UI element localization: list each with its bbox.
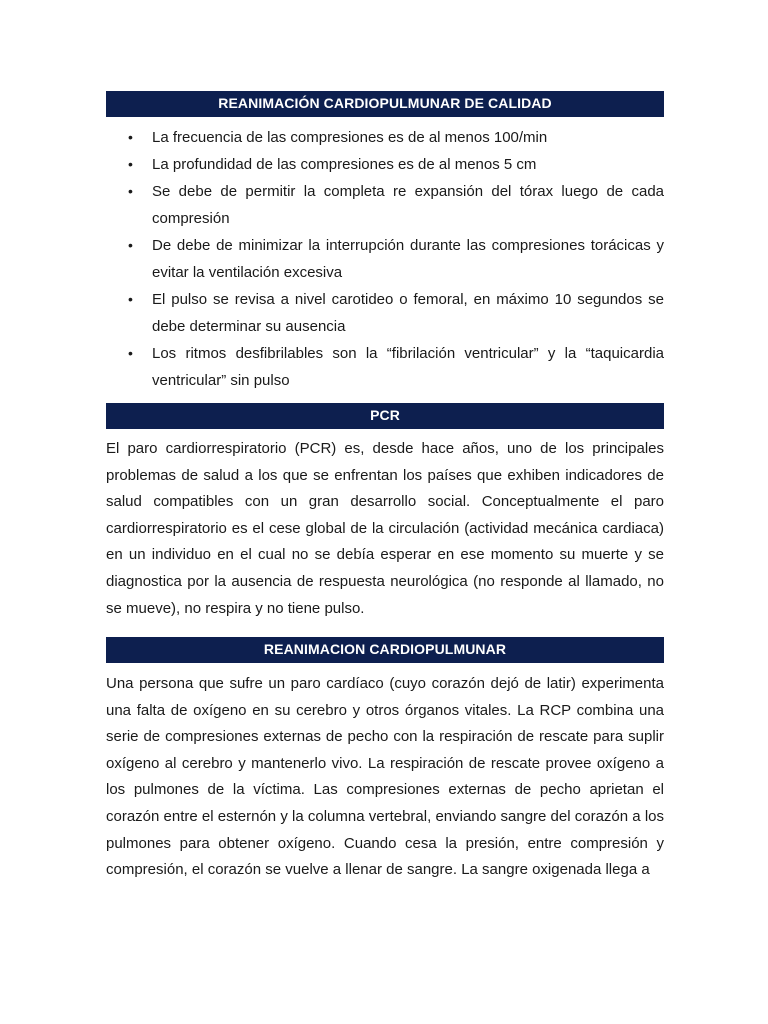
section-heading-pcr: PCR	[106, 403, 664, 429]
quality-bullet-list	[106, 124, 664, 394]
section-heading-rcp: REANIMACION CARDIOPULMUNAR	[106, 637, 664, 663]
bullet-icon: •	[128, 237, 133, 253]
list-item-text: El pulso se revisa a nivel carotideo o femoral, en máximo 10 segundos se debe determinar su ausencia	[152, 291, 664, 335]
list-item-text: La profundidad de las compresiones es de al menos 5 cm	[152, 156, 537, 173]
section-heading-quality: REANIMACIÓN CARDIOPULMUNAR DE CALIDAD	[106, 91, 664, 117]
pcr-paragraph: El paro cardiorrespiratorio (PCR) es, desde hace años, uno de los principales problemas de salud a los que se enfrentan los países que exhiben indicadores de salud compatibles con un gran desarrollo social. Conceptualmente el paro cardiorrespiratorio es el cese global de la circulación (actividad mecánica cardiaca) en un individuo en el cual no se debía esperar en ese momento su muerte y se diagnostica por la ausencia de respuesta neurológica (no responde al llamado, no se mueve), no respira y no tiene pulso.	[106, 440, 664, 617]
list-item	[106, 286, 664, 340]
list-item-text: Se debe de permitir la completa re expansión del tórax luego de cada compresión	[152, 183, 664, 227]
list-item	[106, 124, 664, 151]
list-item	[106, 340, 664, 394]
bullet-icon: •	[128, 345, 133, 361]
bullet-icon: •	[128, 156, 133, 172]
list-item	[106, 178, 664, 232]
rcp-paragraph: Una persona que sufre un paro cardíaco (cuyo corazón dejó de latir) experimenta una falta de oxígeno en su cerebro y otros órganos vitales. La RCP combina una serie de compresiones externas de pecho con la respiración de rescate para suplir oxígeno al cerebro y mantenerlo vivo. La respiración de rescate provee oxígeno a los pulmones de la víctima. Las compresiones externas de pecho aprietan el corazón entre el esternón y la columna vertebral, enviando sangre del corazón a los pulmones para obtener oxígeno. Cuando cesa la presión, entre compresión y compresión, el corazón se vuelve a llenar de sangre. La sangre oxigenada llega a	[106, 675, 664, 879]
list-item	[106, 232, 664, 286]
list-item	[106, 151, 664, 178]
list-item-text: Los ritmos desfibrilables son la “fibrilación ventricular” y la “taquicardia ventricular” sin pulso	[152, 345, 664, 389]
bullet-icon: •	[128, 183, 133, 199]
bullet-icon: •	[128, 291, 133, 307]
list-item-text: De debe de minimizar la interrupción durante las compresiones torácicas y evitar la ventilación excesiva	[152, 237, 664, 281]
list-item-text: La frecuencia de las compresiones es de al menos 100/min	[152, 129, 548, 146]
bullet-icon: •	[128, 129, 133, 145]
